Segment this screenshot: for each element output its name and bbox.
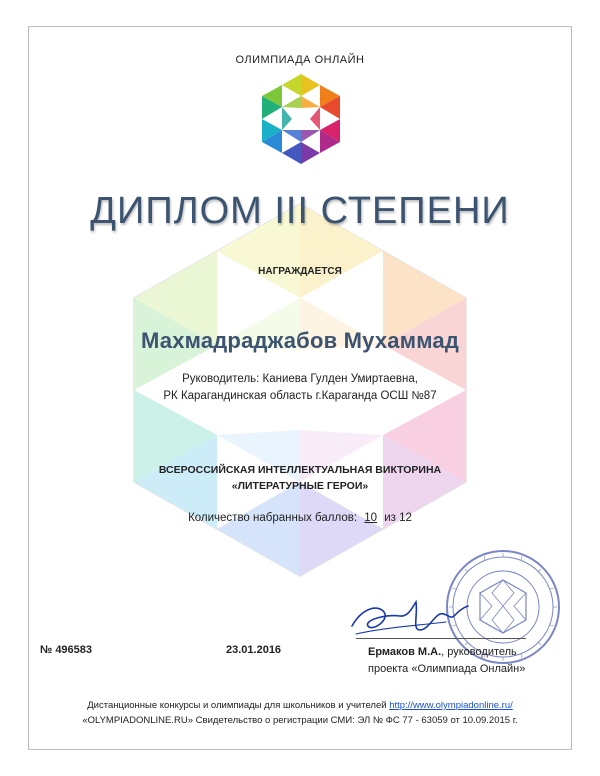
diploma-title: ДИПЛОМ III СТЕПЕНИ — [90, 190, 510, 232]
footer — [0, 698, 600, 728]
diploma-number: № 496583 — [40, 644, 93, 656]
event-title: «ЛИТЕРАТУРНЫЕ ГЕРОИ» — [231, 480, 369, 492]
footer-description: Дистанционные конкурсы и олимпиады для школьников и учителей — [87, 700, 390, 711]
event-info — [0, 462, 600, 494]
signer-project: проекта «Олимпиада Онлайн» — [368, 663, 526, 675]
signer-block — [368, 644, 525, 678]
school-location: РК Карагандинская область г.Караганда ОСШ №87 — [163, 390, 437, 402]
score-line — [0, 512, 600, 524]
olympiad-logo-icon — [258, 72, 344, 166]
footer-website-link[interactable]: http://www.olympiadonline.ru/ — [389, 700, 513, 711]
score-total: из 12 — [384, 512, 412, 524]
awarded-label: НАГРАЖДАЕТСЯ — [258, 266, 342, 277]
leader-name: Руководитель: Каниева Гулден Умиртаевна, — [182, 373, 418, 385]
score-label: Количество набранных баллов: — [188, 512, 358, 524]
signer-name: Ермаков М.А. — [368, 646, 442, 658]
organization-name: ОЛИМПИАДА ОНЛАЙН — [235, 54, 365, 66]
signature-line — [356, 638, 526, 639]
event-type: ВСЕРОССИЙСКАЯ ИНТЕЛЛЕКТУАЛЬНАЯ ВИКТОРИНА — [158, 464, 442, 476]
score-value: 10 — [364, 512, 378, 524]
leader-info — [0, 371, 600, 405]
recipient-name: Махмадраджабов Мухаммад — [140, 328, 459, 353]
signer-role: , руководитель — [441, 646, 517, 658]
footer-registration: «OLYMPIADONLINE.RU» Свидетельство о регистрации СМИ: ЭЛ № ФС 77 - 63059 от 10.09.2015 г. — [82, 715, 518, 726]
issue-date: 23.01.2016 — [226, 644, 282, 656]
